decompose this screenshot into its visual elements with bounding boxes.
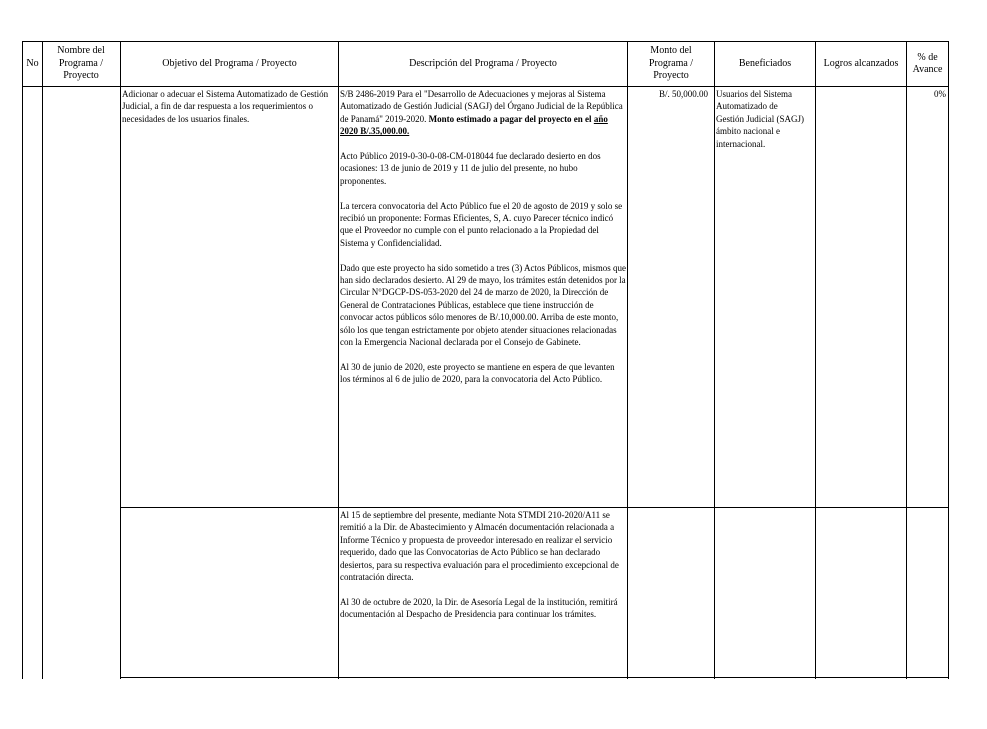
header-beneficiados: Beneficiados xyxy=(738,57,792,69)
header-monto: Monto del Programa / Proyecto xyxy=(648,45,694,82)
header-no: No xyxy=(26,57,39,69)
row1-monto: B/. 50,000.00 xyxy=(658,89,708,99)
col-border-6 xyxy=(815,41,816,679)
project-table xyxy=(22,41,949,679)
row1-avance: 0% xyxy=(934,89,946,99)
row1-desc-paragraph-3: La tercera convocatoria del Acto Público fue el 20 de agosto de 2019 y solo se recibió un proponente: Formas Eficientes, S, A. cuyo Parecer técnico indicó que el Proveedor no cumple con el punto relacionado a la Propiedad del Sistema y Confidencialidad. xyxy=(340,200,623,248)
row1-desc-paragraph-4: Dado que este proyecto ha sido sometido a tres (3) Actos Públicos, mismos que han sido declarados desierto. Al 29 de mayo, los trámites están detenidos por la Circular N°DGCP-DS-053-2020 del 24 de marzo de 2020, la Dirección de General de Contrataciones Públicas, establece que tiene instrucción de convocar actos públicos sólo menores de B/.10,000.00. Arriba de este monto, sólo los que tengan estrictamente por objeto atender situaciones relacionadas con la Emergencia Nacional declarada por el Consejo de Gabinete. xyxy=(340,262,626,348)
row1-desc-p1-text: S/B 2486-2019 Para el "Desarrollo de Adecuaciones y mejoras al Sistema Automatizado de Gestión Judicial (SAGJ) del Órgano Judicial de la República de Panamá" 2019-2020. xyxy=(340,89,623,124)
row2-desc-paragraph-2: Al 30 de octubre de 2020, la Dir. de Asesoría Legal de la institución, remitirá documentación al Despacho de Presidencia para continuar los trámites. xyxy=(340,596,618,620)
header-descripcion: Descripción del Programa / Proyecto xyxy=(409,57,557,69)
header-bottom-border xyxy=(22,86,949,87)
row2-desc-paragraph-1: Al 15 de septiembre del presente, mediante Nota STMDI 210-2020/A11 se remitió a la Dir. de Abastecimiento y Almacén documentación relacionada a Informe Técnico y propuesta de proveedor interesado en realizar el servicio requerido, dado que las Convocatorias de Acto Público se han declarado desiertos, para su respectiva evaluación para el procedimiento excepcional de contratación directa. xyxy=(340,510,619,583)
col-border-0 xyxy=(22,41,23,679)
row1-descripcion xyxy=(340,88,626,398)
header-objetivo: Objetivo del Programa / Proyecto xyxy=(162,57,297,69)
col-border-7 xyxy=(906,41,907,679)
col-border-5 xyxy=(714,41,715,679)
row1-desc-paragraph-5: Al 30 de junio de 2020, este proyecto se mantiene en espera de que levanten los términos al 6 de julio de 2020, para la convocatoria del Acto Público. xyxy=(340,361,615,385)
col-border-8 xyxy=(948,41,949,679)
row1-objetivo: Adicionar o adecuar el Sistema Automatizado de Gestión Judicial, a fin de dar respuesta a los requerimientos o necesidades de los usuarios finales. xyxy=(122,89,329,124)
header-nombre: Nombre del Programa / Proyecto xyxy=(57,45,105,82)
col-border-3 xyxy=(338,41,339,679)
row1-desc-p1-amount: año 2020 B/.35,000.00. xyxy=(340,113,608,137)
col-border-4 xyxy=(627,41,628,679)
header-avance: % de Avance xyxy=(912,51,943,75)
row-divider xyxy=(120,507,949,508)
col-border-1 xyxy=(42,41,43,679)
row1-beneficiados: Usuarios del Sistema Automatizado de Gestión Judicial (SAGJ) ámbito nacional e internacional. xyxy=(716,89,804,149)
row1-desc-p1-bold: Monto estimado a pagar del proyecto en el xyxy=(428,113,594,124)
table-bottom-border xyxy=(120,677,949,678)
row1-desc-paragraph-1 xyxy=(340,88,626,138)
row2-descripcion xyxy=(340,509,626,633)
col-border-2 xyxy=(120,41,121,679)
row1-desc-paragraph-2: Acto Público 2019-0-30-0-08-CM-018044 fue declarado desierto en dos ocasiones: 13 de junio de 2019 y 11 de julio del presente, no hubo proponentes. xyxy=(340,151,601,186)
header-logros: Logros alcanzados xyxy=(823,57,899,69)
